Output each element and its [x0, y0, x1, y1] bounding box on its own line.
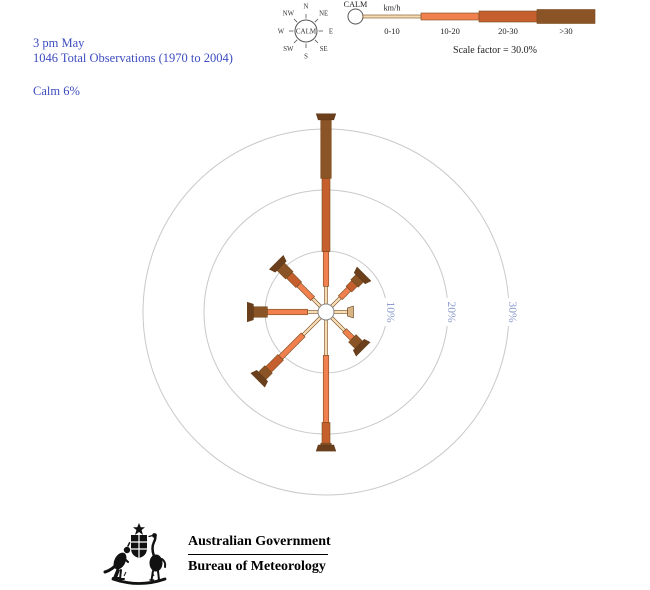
footer-divider: [188, 554, 328, 555]
compass-label-E: E: [328, 28, 334, 36]
compass-label-SW: SW: [283, 45, 294, 53]
spoke-NW-segment-10-20: [297, 283, 315, 301]
spoke-N-segment-0-10: [325, 286, 328, 304]
report-subtitle: 1046 Total Observations (1970 to 2004): [33, 50, 233, 65]
ring-label-30pct: 30%: [506, 301, 518, 323]
legend-calm-label: CALM: [343, 0, 368, 9]
spoke-N-segment-20-30: [322, 178, 330, 251]
compass-label-N: N: [303, 3, 309, 11]
spoke-N-segment->30: [321, 120, 332, 179]
report-title: 3 pm May: [33, 36, 85, 50]
spoke-S-segment-0-10: [325, 320, 328, 355]
spoke-E-tip-cap: [347, 306, 353, 318]
footer-text-block: [188, 522, 331, 575]
scale-factor-label: Scale factor = 30.0%: [453, 45, 537, 56]
spoke-SE-segment-0-10: [331, 317, 346, 332]
spoke-S-segment-10-20: [323, 355, 329, 422]
spoke-W-segment-10-20: [267, 309, 307, 315]
spoke-N-tip-cap: [316, 114, 336, 120]
spoke-NE-segment-0-10: [331, 297, 342, 308]
spoke-SW-segment-0-10: [302, 317, 321, 336]
compass-label-NE: NE: [319, 10, 329, 18]
compass-label-S: S: [304, 53, 308, 61]
spoke-S-tip-cap: [316, 445, 336, 451]
spoke-E-segment-0-10: [334, 311, 347, 314]
spoke-W-segment-0-10: [308, 311, 318, 314]
ring-label-20pct: 20%: [445, 301, 457, 323]
legend-bin-label->30: >30: [559, 26, 573, 36]
footer-branding: [98, 522, 331, 586]
spoke-N: [316, 114, 336, 304]
compass-label-SE: SE: [319, 45, 328, 53]
crest-emu: [149, 533, 165, 580]
legend-units-label: km/h: [383, 3, 401, 13]
spoke-NW-segment-0-10: [312, 298, 322, 308]
crest-kangaroo: [105, 543, 130, 579]
compass-label-NW: NW: [282, 10, 294, 18]
calm-percentage-label: Calm 6%: [33, 84, 80, 98]
spoke-S-segment-20-30: [322, 422, 330, 443]
crest-grass: [124, 572, 154, 576]
rose-center-calm-circle: [318, 304, 334, 320]
spoke-N-segment-10-20: [323, 252, 329, 287]
coat-of-arms-logo: [98, 522, 180, 586]
crest-star: [133, 523, 145, 535]
legend-bin-label-10-20: 10-20: [440, 26, 460, 36]
spoke-SW-segment-10-20: [279, 333, 305, 359]
spoke-W-segment->30: [253, 307, 267, 318]
bureau-title: Bureau of Meteorology: [188, 559, 326, 574]
spoke-W: [247, 302, 318, 322]
spoke-E: [334, 306, 353, 318]
crest-shield: [131, 535, 147, 558]
legend-bin-label-0-10: 0-10: [384, 26, 400, 36]
legend-bin-label-20-30: 20-30: [498, 26, 518, 36]
spoke-S: [316, 320, 336, 451]
government-title: Australian Government: [188, 534, 331, 549]
spoke-NW: [270, 256, 328, 314]
compass-label-W: W: [277, 28, 285, 36]
compass-calm-label: CALM: [295, 27, 317, 36]
spoke-W-tip-cap: [247, 302, 253, 322]
spoke-SW: [251, 311, 327, 387]
ring-label-10pct: 10%: [384, 301, 396, 323]
